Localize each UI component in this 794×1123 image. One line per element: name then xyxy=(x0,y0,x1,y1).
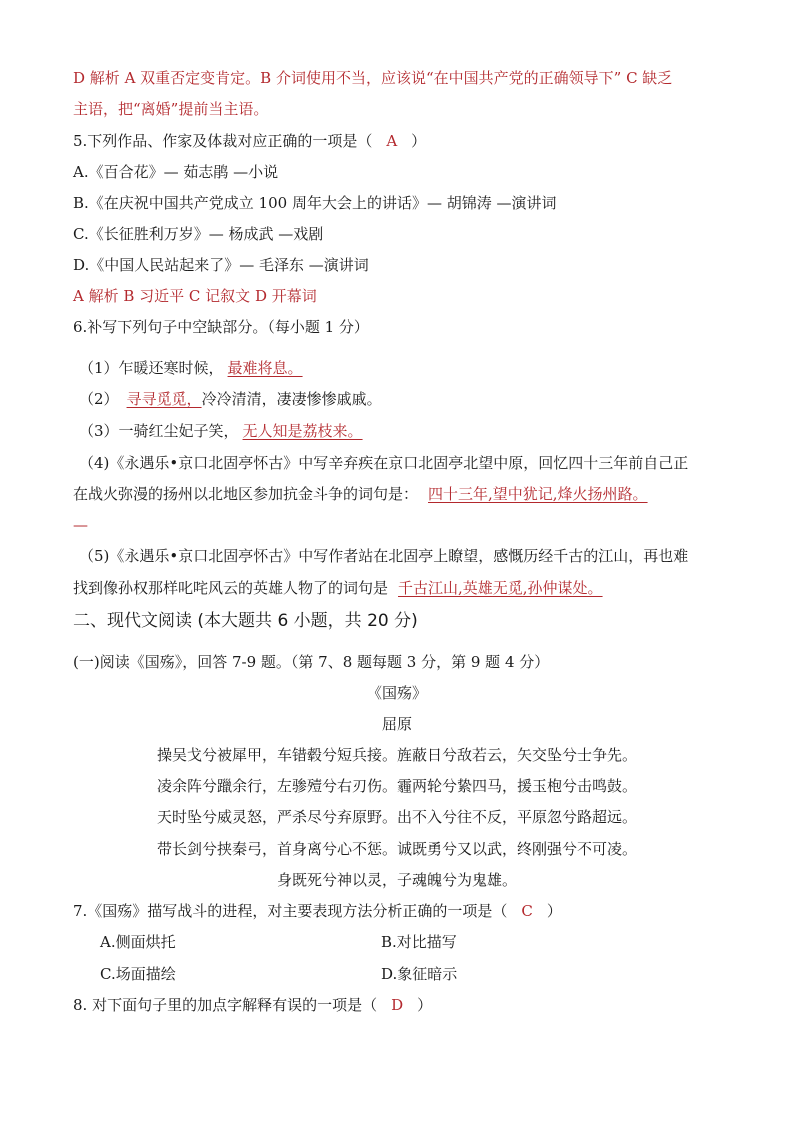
q6-item-3-pre: （3）一骑红尘妃子笑， xyxy=(79,422,239,440)
q5-stem-post: ） xyxy=(411,132,427,150)
q6-item-5-line2 xyxy=(73,577,607,599)
q8-stem-pre: 8. 对下面句子里的加点字解释有误的一项是（ xyxy=(73,996,378,1014)
poem-line-4: 带长剑兮挟秦弓，首身离兮心不惩。诚既勇兮又以武，终刚强兮不可凌。 xyxy=(156,840,637,858)
q4-analysis-line2: 主语，把“离婚”提前当主语。 xyxy=(73,100,269,118)
poem-line-1: 操吴戈兮被犀甲，车错毂兮短兵接。旌蔽日兮敌若云，矢交坠兮士争先。 xyxy=(156,746,637,764)
q7-stem xyxy=(73,900,562,922)
poem-line-5: 身既死兮神以灵，子魂魄兮为鬼雄。 xyxy=(276,871,517,889)
q6-item-1 xyxy=(79,357,311,379)
q5-option-a: A.《百合花》— 茹志鹃 —小说 xyxy=(73,163,279,181)
q5-answer: A xyxy=(386,132,398,150)
poem-line-3: 天时坠兮威灵怒，严杀尽兮弃原野。出不入兮往不反，平原忽兮路超远。 xyxy=(156,808,637,826)
q6-item-2-post: 冷冷清清，凄凄惨惨戚戚。 xyxy=(201,390,382,408)
q6-item-5-line1: （5)《永遇乐•京口北固亭怀古》中写作者站在北固亭上瞭望，感慨历经千古的江山，再也难 xyxy=(79,547,689,565)
q7-stem-pre: 7.《国殇》描写战斗的进程，对主要表现方法分析正确的一项是（ xyxy=(73,902,508,920)
q5-option-b: B.《在庆祝中国共产党成立 100 周年大会上的讲话》— 胡锦涛 —演讲词 xyxy=(73,194,557,212)
q8-stem-post: ） xyxy=(417,996,433,1014)
q8-stem xyxy=(73,994,432,1016)
q6-item-4-line2 xyxy=(73,483,652,505)
q5-stem-pre: 5.下列作品、作家及体裁对应正确的一项是（ xyxy=(73,132,373,150)
q7-option-b: B.对比描写 xyxy=(381,933,457,951)
q6-item-4-tail: — xyxy=(73,516,88,534)
q6-item-4-answer: 四十三年,望中犹记,烽火扬州路。 xyxy=(428,485,648,503)
q5-stem xyxy=(73,130,426,152)
q7-answer: C xyxy=(521,902,533,920)
section2-intro: (一)阅读《国殇》，回答 7-9 题。（第 7、8 题每题 3 分，第 9 题 4 分） xyxy=(73,653,550,671)
q6-item-4-line2-pre: 在战火弥漫的扬州以北地区参加抗金斗争的词句是： xyxy=(73,485,419,503)
q7-stem-post: ） xyxy=(546,902,562,920)
q6-stem: 6.补写下列句子中空缺部分。（每小题 1 分） xyxy=(73,318,369,336)
q7-option-c: C.场面描绘 xyxy=(100,965,176,983)
q4-analysis-line1: D 解析 A 双重否定变肯定。B 介词使用不当，应该说“在中国共产党的正确领导下” C 缺乏 xyxy=(73,69,673,87)
q5-analysis: A 解析 B 习近平 C 记叙文 D 开幕词 xyxy=(73,287,317,305)
q6-item-1-pre: （1）乍暖还寒时候， xyxy=(79,359,224,377)
section2-heading: 二、现代文阅读 (本大题共 6 小题，共 20 分) xyxy=(73,611,418,631)
q6-item-5-line2-pre: 找到像孙权那样叱咤风云的英雄人物了的词句是 xyxy=(73,579,389,597)
q5-option-d: D.《中国人民站起来了》— 毛泽东 —演讲词 xyxy=(73,256,369,274)
q6-item-3-answer: 无人知是荔枝来。 xyxy=(242,422,363,440)
q7-option-a: A.侧面烘托 xyxy=(100,933,176,951)
q6-item-5-answer: 千古江山,英雄无觅,孙仲谋处。 xyxy=(398,579,603,597)
q6-item-1-answer: 最难将息。 xyxy=(227,359,303,377)
poem-title: 《国殇》 xyxy=(366,684,427,702)
q6-item-2-pre: （2） xyxy=(79,390,119,408)
q6-item-2-answer: 寻寻觅觅， xyxy=(126,390,202,408)
q7-option-d: D.象征暗示 xyxy=(381,965,458,983)
poem-author: 屈原 xyxy=(381,715,412,733)
poem-line-2: 凌余阵兮躐余行，左骖殪兮右刃伤。霾两轮兮絷四马，援玉枹兮击鸣鼓。 xyxy=(156,777,637,795)
q6-item-4-line1: （4)《永遇乐•京口北固亭怀古》中写辛弃疾在京口北固亭北望中原，回忆四十三年前自己正 xyxy=(79,454,689,472)
q6-item-3 xyxy=(79,420,369,442)
q5-option-c: C.《长征胜利万岁》— 杨成武 —戏剧 xyxy=(73,225,324,243)
q8-answer: D xyxy=(391,996,404,1014)
q6-item-2 xyxy=(79,388,382,410)
